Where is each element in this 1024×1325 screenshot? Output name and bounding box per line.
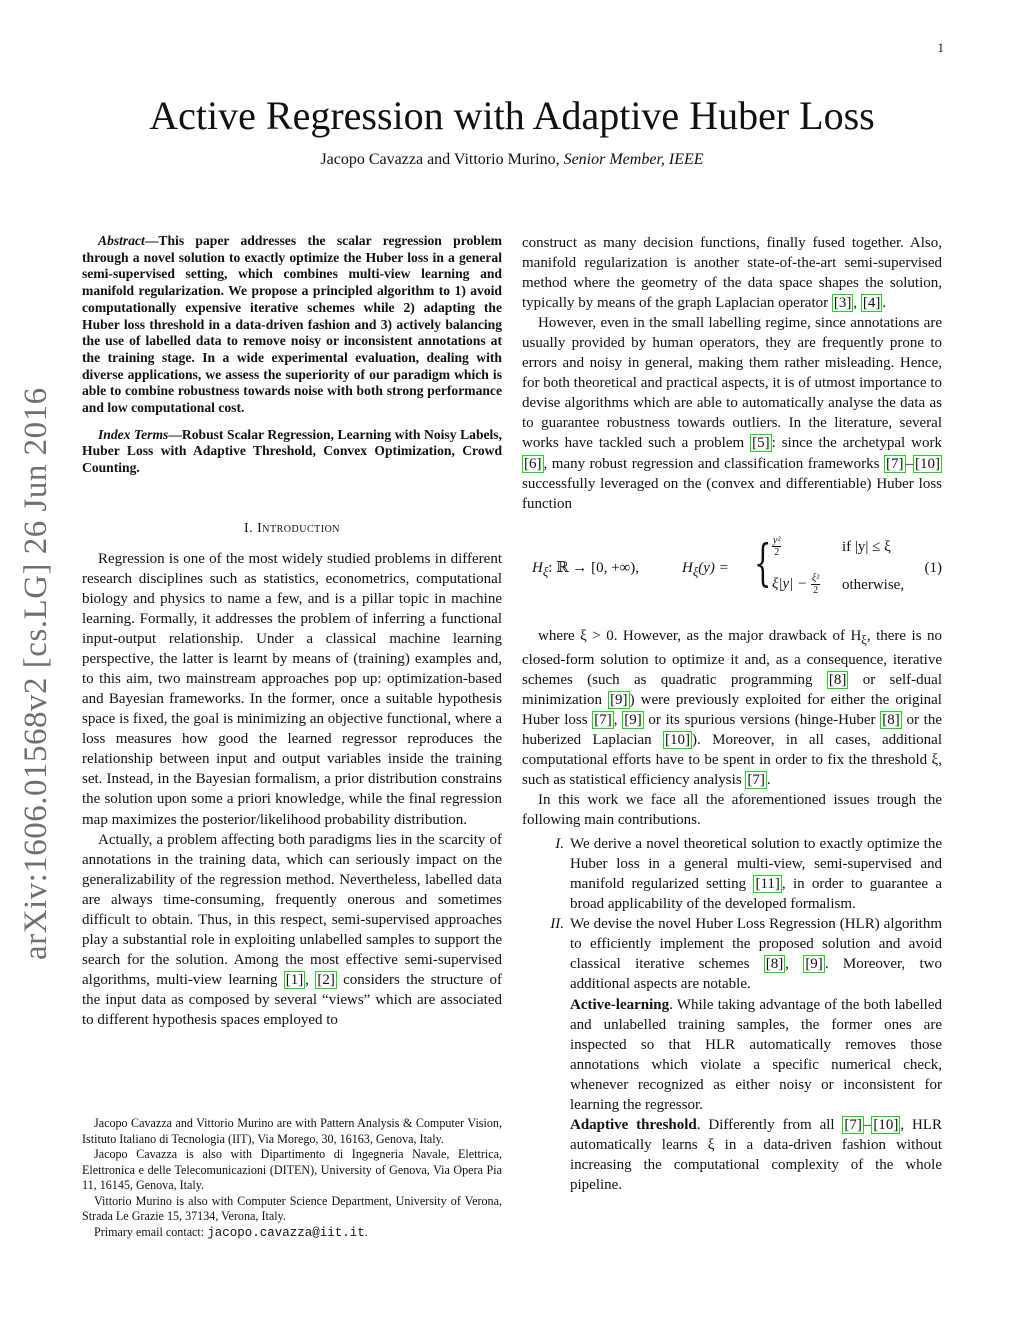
paragraph-text: . While taking advantage of the both labelled and unlabelled training samples, the former ones are inspected so that HLR automatically removes those annotations which violate a specific numerical check, whenever recognized as either noisy or inconsistent for learning the regressor. bbox=[570, 996, 942, 1113]
citation-link[interactable]: [8] bbox=[765, 956, 784, 973]
separator: . bbox=[882, 295, 887, 312]
footnote-contact bbox=[82, 1225, 502, 1242]
contribution-text bbox=[570, 914, 942, 994]
citation-link[interactable]: [2] bbox=[317, 971, 335, 988]
index-terms-label: Index Terms bbox=[98, 426, 169, 442]
citation-link[interactable]: [10] bbox=[873, 1116, 899, 1133]
paragraph-text: or self-dual minimization bbox=[522, 671, 942, 708]
equation-subscript: ξ bbox=[692, 564, 699, 579]
paragraph-text: where ξ > 0. However, as the major drawback of H bbox=[538, 627, 862, 644]
paragraph-text: , in order to guarantee a broad applicability of the developed formalism. bbox=[570, 876, 943, 913]
author-role: Senior Member, IEEE bbox=[563, 151, 704, 168]
citation-link[interactable]: [10] bbox=[915, 455, 940, 472]
equation-number: (1) bbox=[924, 559, 942, 576]
equation-definition bbox=[682, 558, 729, 582]
list-marker: II. bbox=[550, 916, 564, 933]
intro-paragraph-2 bbox=[82, 830, 502, 1030]
paragraph-text: or the huberized Laplacian bbox=[522, 711, 943, 748]
page-number: 1 bbox=[937, 40, 944, 55]
footnote-affiliation: Jacopo Cavazza and Vittorio Murino are with Pattern Analysis & Computer Vision, Istituto Italiano di Tecnologia (IIT), Via Morego, 30, 16163, Genova, Italy. bbox=[82, 1116, 502, 1146]
list-marker: I. bbox=[555, 836, 564, 853]
equation-text: ξ|y| − bbox=[772, 575, 808, 592]
paragraph-text: or its spurious versions (hinge-Huber bbox=[643, 711, 881, 728]
section-heading-introduction bbox=[82, 519, 502, 539]
citation-link[interactable]: [4] bbox=[862, 295, 881, 312]
email-link[interactable]: jacopo.cavazza@iit.it bbox=[207, 1225, 365, 1240]
paragraph-text: ) were previously exploited for either the original Huber loss bbox=[522, 691, 942, 728]
paragraph-text: . Moreover, two additional aspects are notable. bbox=[570, 956, 943, 993]
separator: – bbox=[905, 455, 913, 472]
active-learning-label: Active-learning bbox=[570, 996, 670, 1013]
citation-link[interactable]: [1] bbox=[285, 971, 304, 988]
left-brace: { bbox=[754, 533, 772, 592]
adaptive-threshold-text bbox=[570, 1115, 942, 1195]
footnote-affiliation: Vittorio Murino is also with Computer Science Department, University of Verona, Strada Le Grazie 15, 37134, Verona, Italy. bbox=[82, 1193, 502, 1223]
fraction-numerator: ξ² bbox=[811, 572, 820, 584]
fraction-numerator: y² bbox=[773, 534, 781, 546]
equation-case-1 bbox=[772, 535, 781, 558]
paragraph-text: , there is no closed-form solution to optimize it and, as a consequence, iterative schemes (such as quadratic programming bbox=[522, 627, 942, 688]
paragraph-text: We derive a novel theoretical solution to exactly optimize the Huber loss in a general multi-view, semi-supervised and manifold regularized setting bbox=[570, 836, 942, 893]
abstract-label: Abstract bbox=[98, 233, 145, 248]
equation-symbol: H bbox=[532, 559, 543, 576]
separator: , bbox=[305, 971, 316, 988]
paragraph-text: considers the structure of the input data as composed by several “views” which are associated to different hypothesis spaces employed to bbox=[82, 971, 502, 1028]
citation-link[interactable]: [6] bbox=[524, 455, 542, 472]
section-number: I. bbox=[243, 520, 254, 536]
citation-link[interactable]: [7] bbox=[844, 1116, 862, 1133]
citation-link[interactable]: [5] bbox=[752, 435, 770, 452]
paragraph-text: We devise the novel Huber Loss Regression (HLR) algorithm to efficiently implement the proposed solution and avoid classical iterative schemes bbox=[570, 916, 942, 973]
paragraph-text: , HLR automatically learns ξ in a data-driven fashion without increasing the computational complexity of the whole pipeline. bbox=[570, 1116, 942, 1193]
abstract-text: —This paper addresses the scalar regression problem through a novel solution to exactly optimize the Huber loss in a general semi-supervised setting, which combines multi-view learning and manifold regularization. We propose a principled algorithm to 1) avoid computationally expensive iterative schemes while 2) adapting the Huber loss threshold in a data-driven fashion and 3) actively balancing the use of labelled data to remove noisy or inconsistent annotations at the training stage. In a wide experimental evaluation, dealing with diverse applications, we assess the superiority of our paradigm which is able to combine robustness towards noise with both strong performance and low computational cost. bbox=[82, 233, 502, 416]
equation-domain bbox=[532, 558, 639, 582]
paragraph-text: However, even in the small labelling regime, since annotations are usually provided by human operators, they are frequently prone to errors and noisy in general, making them rather misleading. Hence, for both theoretical and practical aspects, it is of utmost importance to devise algorithms which are able to automatically analyse the data as to guarantee robustness towards outliers. In the literature, several works have tackled such a problem bbox=[522, 315, 942, 452]
footnotes bbox=[82, 1116, 502, 1241]
footnote-affiliation: Jacopo Cavazza is also with Dipartimento di Ingegneria Navale, Elettrica, Elettronica e delle Telecomunicazioni (DITEN), University of Genova, Via Opera Pia 11, 16145, Genova, Italy. bbox=[82, 1147, 502, 1192]
paragraph-text: successfully leveraged on the (convex and differentiable) Huber loss function bbox=[522, 475, 942, 512]
robustness-paragraph bbox=[522, 313, 942, 513]
paragraph-text: construct as many decision functions, finally fused together. Also, manifold regularization is another state-of-the-art semi-supervised method where the geometry of the data space shapes the solution, typically by means of the graph Laplacian operator bbox=[522, 235, 942, 312]
separator: , bbox=[785, 956, 804, 973]
fraction-denominator: 2 bbox=[774, 546, 780, 558]
contribution-text bbox=[570, 834, 942, 914]
continued-paragraph bbox=[522, 233, 942, 313]
citation-link[interactable]: [7] bbox=[886, 455, 904, 472]
section-title: Introduction bbox=[257, 520, 341, 536]
right-column bbox=[522, 233, 942, 1195]
paragraph-text: Actually, a problem affecting both paradigms lies in the scarcity of annotations in the training data, which can seriously impact on the generalizability of the regression method. Nevertheless, labelled data are always time-consuming, frequently onerous and sometimes difficult to obtain. Thus, in this respect, semi-supervised approaches play a substantial role in exploiting unlabelled samples to support the search for the solution. Among the most effective semi-supervised algorithms, multi-view learning bbox=[82, 831, 502, 988]
adaptive-threshold-label: Adaptive threshold bbox=[570, 1116, 697, 1133]
equation-case-2 bbox=[772, 573, 820, 596]
citation-link[interactable]: [9] bbox=[624, 711, 642, 728]
citation-link[interactable]: [11] bbox=[755, 876, 780, 893]
fraction-denominator: 2 bbox=[813, 584, 819, 596]
intro-paragraph-1: Regression is one of the most widely studied problems in different research disciplines such as statistics, econometrics, computational biology and physics to name a few, and is a pillar topic in machine learning. Formally, it addresses the problem of inferring a functional input-output relationship. Under a classical machine learning perspective, the latter is learnt by means of (training) examples and, to this aim, two mainstream approaches pop up: optimization-based and Bayesian frameworks. In the former, once a suitable hypothesis space is fixed, the goal is minimizing an objective functional, where a loss measures how good the learned regressor reproduces the relationship between input and output variables inside the training set. Instead, in the Bayesian formalism, a prior distribution constrains the solution upon some a priori knowledge, while the final regression map maximizes the posterior/likelihood probability distribution. bbox=[82, 550, 502, 828]
citation-link[interactable]: [10] bbox=[665, 731, 691, 748]
left-column bbox=[82, 233, 502, 1030]
citation-link[interactable]: [7] bbox=[747, 771, 765, 788]
author-names: Jacopo Cavazza and Vittorio Murino, bbox=[320, 151, 560, 168]
paragraph-text: , many robust regression and classification frameworks bbox=[543, 455, 884, 472]
active-learning-text bbox=[570, 995, 942, 1115]
paragraph-text: . Differently from all bbox=[696, 1116, 843, 1133]
equation-condition-1: if |y| ≤ ξ bbox=[842, 538, 891, 555]
paragraph-text: ). Moreover, in all cases, additional computational efforts have to be spent in order to fix the threshold ξ, such as statistical efficiency analysis bbox=[522, 731, 942, 788]
huber-loss-equation bbox=[522, 528, 942, 614]
author-line bbox=[0, 151, 1024, 169]
drawback-paragraph bbox=[522, 626, 942, 790]
separator: – bbox=[863, 1116, 872, 1133]
separator: . bbox=[364, 1224, 368, 1239]
paper-title: Active Regression with Adaptive Huber Loss bbox=[149, 93, 875, 138]
citation-link[interactable]: [9] bbox=[805, 956, 823, 973]
contribution-item-2 bbox=[522, 914, 942, 1195]
citation-link[interactable]: [7] bbox=[594, 711, 612, 728]
citation-link[interactable]: [8] bbox=[828, 671, 847, 688]
equation-symbol: H bbox=[682, 559, 693, 576]
index-terms-text: —Robust Scalar Regression, Learning with Noisy Labels, Huber Loss with Adaptive Threshold, Convex Optimization, Crowd Counting. bbox=[82, 426, 502, 476]
equation-text: : ℝ → [0, +∞), bbox=[548, 559, 639, 576]
arxiv-identifier-stamp: arXiv:1606.01568v2 [cs.LG] 26 Jun 2016 bbox=[18, 387, 54, 960]
paragraph-text: : since the archetypal work bbox=[771, 435, 942, 452]
index-terms bbox=[82, 427, 502, 477]
equation-subscript: ξ bbox=[542, 564, 549, 579]
contributions-intro: In this work we face all the aforementioned issues trough the following main contributions. bbox=[522, 792, 942, 829]
equation-subscript: ξ bbox=[861, 632, 867, 647]
contact-label: Primary email contact: bbox=[94, 1224, 208, 1239]
citation-link[interactable]: [3] bbox=[833, 295, 852, 312]
separator: . bbox=[766, 771, 771, 788]
separator: , bbox=[853, 295, 861, 312]
equation-text: (y) = bbox=[698, 559, 729, 576]
abstract bbox=[82, 233, 502, 417]
citation-link[interactable]: [9] bbox=[610, 691, 628, 708]
citation-link[interactable]: [8] bbox=[882, 711, 900, 728]
equation-condition-2: otherwise, bbox=[842, 576, 905, 593]
separator: , bbox=[613, 711, 623, 728]
contribution-item-1 bbox=[522, 834, 942, 914]
